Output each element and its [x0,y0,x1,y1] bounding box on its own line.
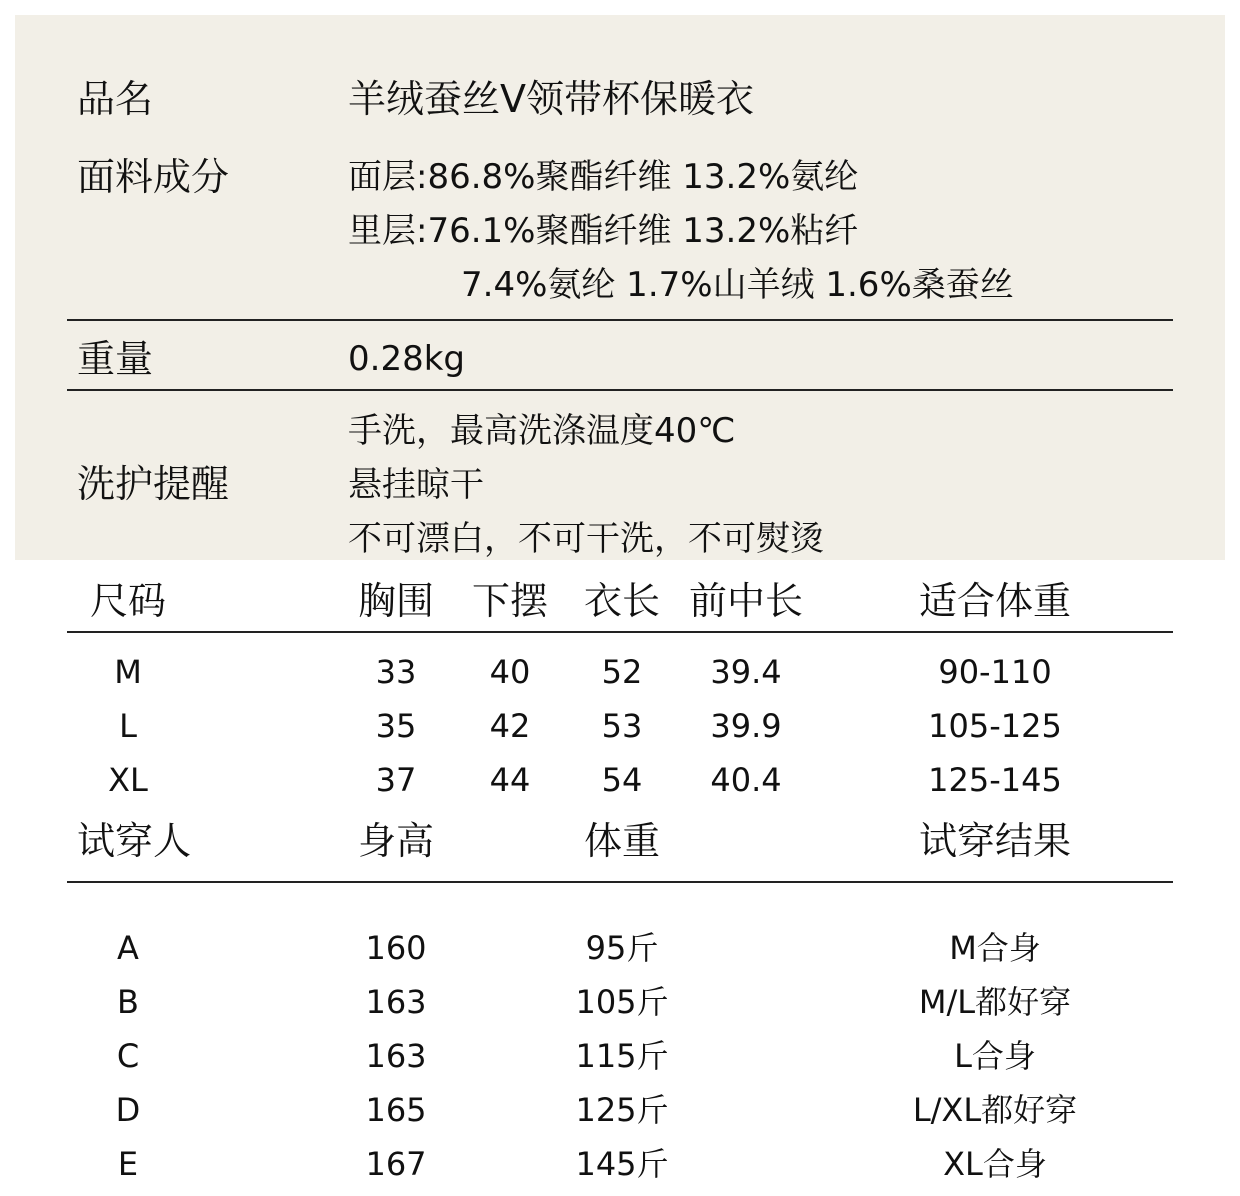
size-header: 胸围 [357,579,435,623]
table-cell: 52 [601,653,643,691]
table-cell: 105-125 [928,707,1062,745]
table-cell: M/L都好穿 [918,983,1072,1021]
care-label: 洗护提醒 [77,462,230,506]
table-cell: 39.4 [710,653,782,691]
size-header: 尺码 [89,579,167,623]
table-cell: 167 [365,1145,427,1183]
table-cell: 125斤 [575,1091,669,1129]
fabric-line: 面层:86.8%聚酯纤维 13.2%氨纶 [348,157,859,197]
weight-value: 0.28kg [348,339,465,379]
table-cell: 115斤 [575,1037,669,1075]
table-cell: L/XL都好穿 [912,1091,1078,1129]
size-header: 衣长 [583,579,661,623]
table-cell: 40.4 [710,761,782,799]
table-cell: 39.9 [710,707,782,745]
size-header: 适合体重 [918,579,1072,623]
table-cell: M合身 [949,929,1041,967]
table-cell: 37 [375,761,417,799]
fitting-header: 体重 [583,819,661,863]
table-cell: 163 [365,983,427,1021]
table-cell: 44 [489,761,531,799]
table-cell: L [119,707,137,745]
fabric-label: 面料成分 [77,155,230,199]
table-cell: 95斤 [585,929,659,967]
name-label: 品名 [77,77,154,121]
weight-label: 重量 [77,337,154,381]
divider [67,389,1173,391]
fitting-header: 试穿人 [77,819,192,863]
table-cell: 160 [365,929,427,967]
table-cell: M [114,653,142,691]
fitting-header: 身高 [357,819,435,863]
care-line: 手洗，最高洗涤温度40℃ [348,411,736,451]
table-cell: 90-110 [938,653,1052,691]
table-cell: L合身 [954,1037,1036,1075]
divider [67,319,1173,321]
divider [67,881,1173,883]
table-cell: 54 [601,761,643,799]
table-cell: 145斤 [575,1145,669,1183]
table-cell: XL合身 [943,1145,1047,1183]
table-cell: 53 [601,707,643,745]
table-cell: A [117,929,139,967]
table-cell: 165 [365,1091,427,1129]
table-cell: XL [108,761,148,799]
table-cell: E [117,1145,139,1183]
table-cell: 42 [489,707,531,745]
table-cell: B [117,983,139,1021]
size-header: 前中长 [688,579,804,623]
care-line: 悬挂晾干 [348,465,484,505]
divider [67,631,1173,633]
care-line: 不可漂白，不可干洗，不可熨烫 [348,519,824,559]
table-cell: 40 [489,653,531,691]
size-header: 下摆 [471,579,549,623]
table-cell: 105斤 [575,983,669,1021]
fabric-line: 7.4%氨纶 1.7%山羊绒 1.6%桑蚕丝 [461,265,1014,305]
fabric-line: 里层:76.1%聚酯纤维 13.2%粘纤 [348,211,859,251]
table-cell: 33 [375,653,417,691]
table-cell: C [116,1037,140,1075]
fitting-header: 试穿结果 [918,819,1072,863]
table-cell: 35 [375,707,417,745]
table-cell: D [115,1091,141,1129]
table-cell: 125-145 [928,761,1062,799]
table-cell: 163 [365,1037,427,1075]
name-value: 羊绒蚕丝V领带杯保暖衣 [348,77,754,121]
